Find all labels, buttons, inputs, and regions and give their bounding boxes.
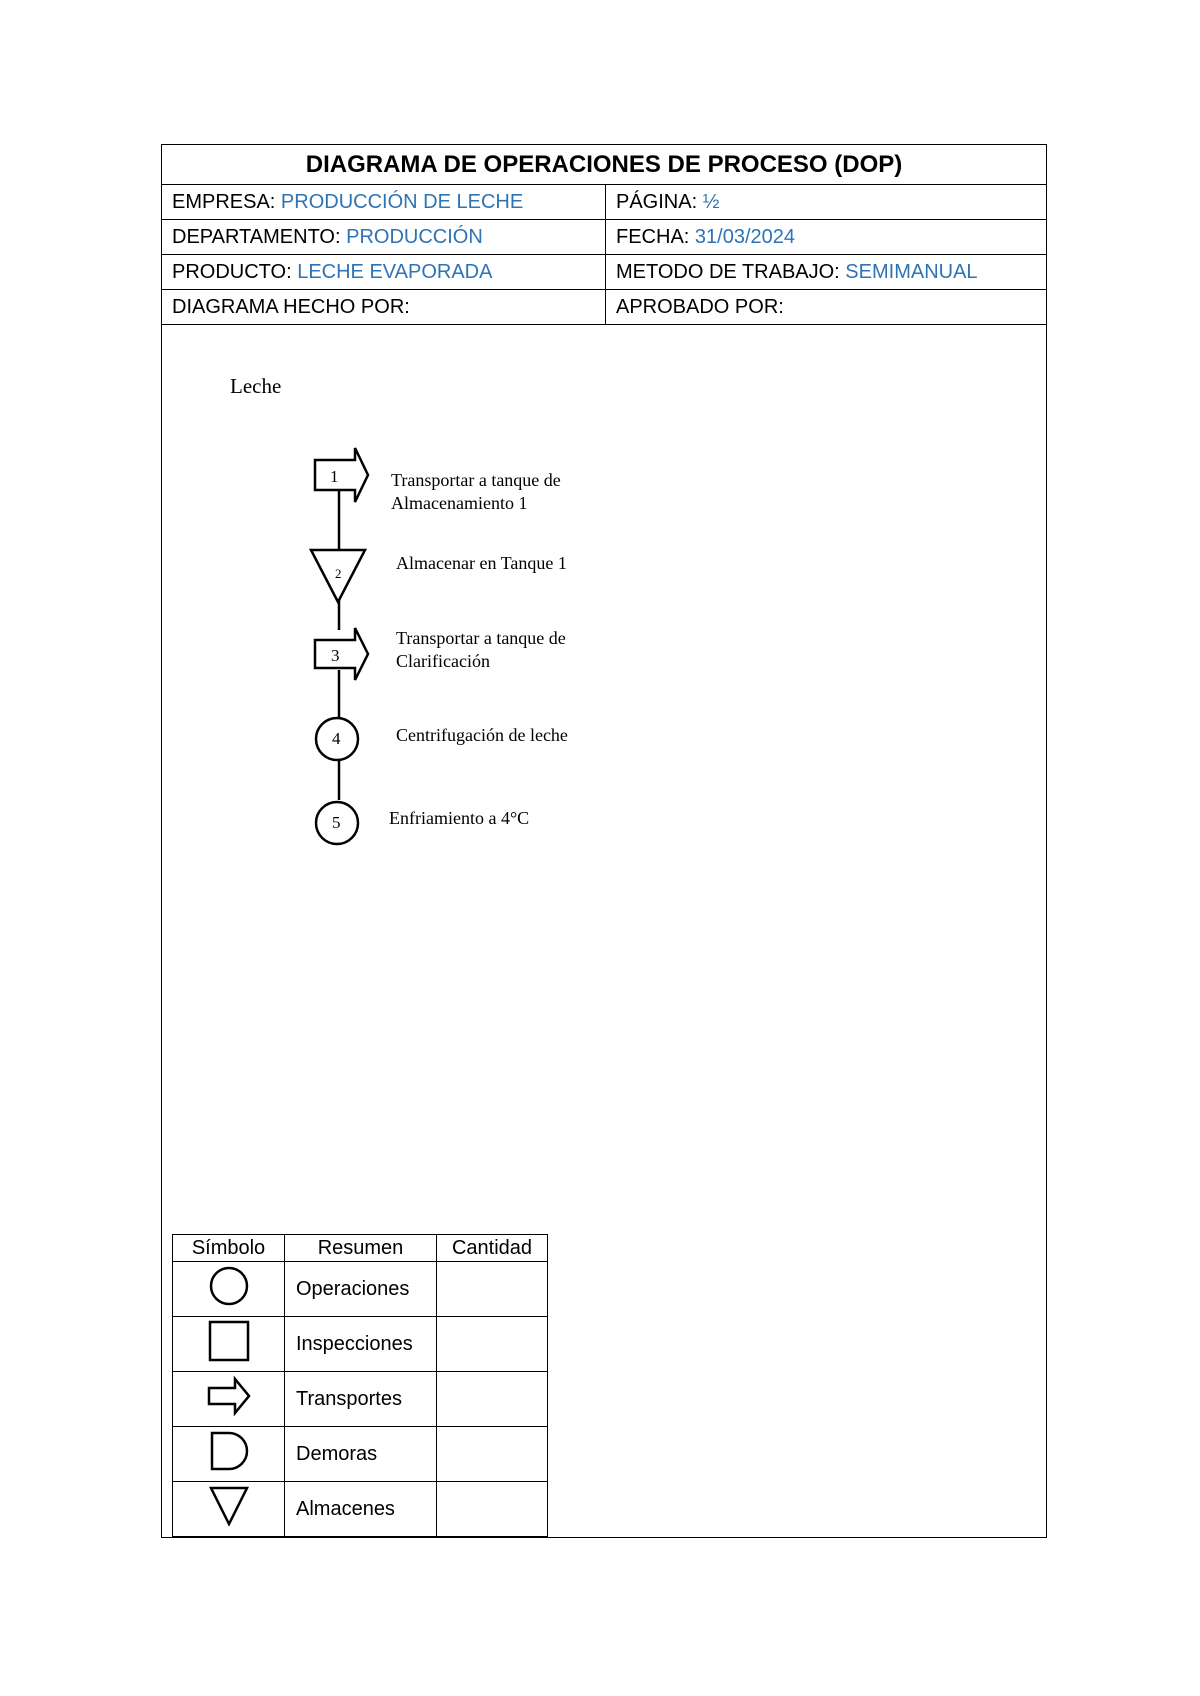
d-shape-icon [207,1429,251,1473]
metodo-value: SEMIMANUAL [845,261,978,283]
arrow-icon [205,1374,253,1418]
summary-header-cell: Resumen [285,1235,437,1262]
step-label-line: Clarificación [396,651,490,671]
summary-label: Transportes [285,1372,437,1427]
summary-quantity [437,1262,548,1317]
summary-row [173,1317,548,1372]
step-number: 4 [332,729,341,748]
summary-header-row [173,1235,548,1262]
producto-value: LECHE EVAPORADA [297,261,493,283]
empresa-value: PRODUCCIÓN DE LECHE [280,191,524,213]
summary-quantity [437,1482,548,1537]
square-icon [207,1319,251,1363]
triangle-icon [207,1484,251,1528]
summary-label: Inspecciones [285,1317,437,1372]
summary-symbol-cell [173,1262,285,1317]
transport-arrow-icon [315,448,368,502]
step-number: 5 [332,813,341,832]
circle-icon [207,1264,251,1308]
step-label-line: Enfriamiento a 4°C [389,808,530,828]
departamento-value: PRODUCCIÓN [346,226,483,248]
aprobado-por-label: APROBADO POR: [616,296,784,318]
departamento-label: DEPARTAMENTO: [172,226,347,248]
summary-header-cell: Símbolo [173,1235,285,1262]
summary-symbol-cell [173,1317,285,1372]
step-label [396,552,567,575]
step-label-line: Centrifugación de leche [396,725,568,745]
summary-row [173,1427,548,1482]
form-title: DIAGRAMA DE OPERACIONES DE PROCESO (DOP) [162,145,1046,185]
step-number: 3 [331,646,340,665]
summary-quantity [437,1372,548,1427]
producto-label: PRODUCTO: [172,261,298,283]
step-label [389,807,529,830]
summary-label: Demoras [285,1427,437,1482]
step-label [391,469,561,515]
start-label: Leche [230,374,282,398]
empresa-label: EMPRESA: [172,191,281,213]
step-label-line: Transportar a tanque de [396,628,566,648]
step-number: 1 [330,467,339,486]
metodo-label: METODO DE TRABAJO: [616,261,846,283]
summary-label: Operaciones [285,1262,437,1317]
step-label-line: Almacenamiento 1 [391,493,528,513]
summary-quantity [437,1317,548,1372]
fecha-value: 31/03/2024 [694,226,796,248]
hecho-por-label: DIAGRAMA HECHO POR: [172,296,410,318]
summary-row [173,1482,548,1537]
summary-quantity [437,1427,548,1482]
step-label [396,724,568,747]
transport-arrow-icon [315,628,368,680]
pagina-label: PÁGINA: [616,191,703,213]
step-label [396,627,566,673]
summary-symbol-cell [173,1427,285,1482]
summary-symbol-cell [173,1482,285,1537]
pagina-value: ½ [702,191,720,213]
step-label-line: Almacenar en Tanque 1 [396,553,567,573]
summary-header-cell: Cantidad [437,1235,548,1262]
summary-table [172,1234,548,1537]
summary-label: Almacenes [285,1482,437,1537]
summary-row [173,1262,548,1317]
step-number: 2 [335,566,342,581]
fecha-label: FECHA: [616,226,695,248]
summary-row [173,1372,548,1427]
step-label-line: Transportar a tanque de [391,470,561,490]
summary-symbol-cell [173,1372,285,1427]
